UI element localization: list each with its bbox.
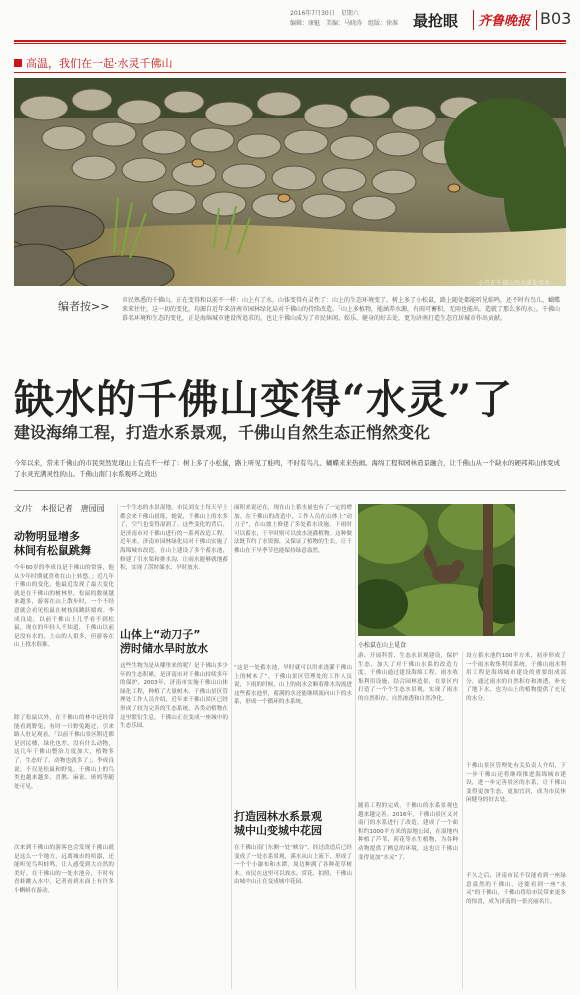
body-column-4 (358, 652, 458, 982)
subheadline: 建设海绵工程，打造水系景观，千佛山自然生态正悄然变化 (14, 423, 431, 442)
squirrel-photo-illustration (358, 504, 515, 636)
column-5-paragraph: 设立蓄水池约100平方米，初步形成了一个雨水收集利用系统。千佛山雨水利用工程是海绵城市建设的重要组成部分，通过雨水的自然积存和渗透，补充了地下水，也为山上的植物提供了充足的水分。 (466, 653, 566, 702)
lead-paragraph: 今年以来，常来千佛山的市民突然发现山上有点不一样了：树上多了小松鼠，路上听见了蛙鸣，不时有鸟儿、蝴蝶来来热闹。海绵工程和园林造景融合，让千佛山从一个缺水的硬邦邦山体变成了水灵充满灵性的山。千佛山南门水系观环之效出 (14, 459, 560, 478)
column-divider (117, 504, 118, 989)
subtitle-3-line-1: 打造园林水系景观 (234, 810, 322, 823)
subtitle-1-line-1: 动物明显增多 (14, 530, 80, 543)
red-square-icon (14, 59, 22, 67)
page-header (0, 0, 580, 40)
subtitle-2-line-1: 山体上“动刀子” (120, 628, 201, 641)
page-number: B03 (540, 9, 572, 28)
header-rule (14, 40, 566, 42)
photo-caption: 小鸟在千佛山的水溪处饮水 (478, 280, 551, 287)
header-editors: 编辑：康魁 美编：马晓涛 组版：徐准 (290, 20, 399, 27)
header-divider (473, 10, 474, 30)
header-date: 2016年7月30日 星期六 (290, 10, 359, 17)
subtitle-1-line-2: 林间有松鼠跳舞 (14, 544, 91, 557)
squirrel-photo (358, 504, 515, 636)
column-3-paragraph: 面积来说还在，现在山上蓄水量也有了一定的增加。在千佛山的改造中，工作人员在山体上“动刀子”，在山坡上修建了多处蓄水设施，下雨时可以蓄水，干旱时则可以放水浇灌植物。这种做法既节约了水资源，又保证了植物的生长，让千佛山在干旱季节也能保持绿意盎然。 (234, 505, 352, 554)
column-5-paragraph-3: 不久之后，济南市民不仅能看到一座绿意盎然的千佛山，还能看到一座“水灵”的千佛山，千佛山将给市民带来更多的惊喜，成为济南的一张亮丽名片。 (466, 873, 566, 905)
byline: 文/片 本报记者 唐园园 (14, 504, 105, 513)
column-4-paragraph-2: 随着工程的完成，千佛山的水系景观也越来越完善。2016年，千佛山景区又对南门的水系进行了改造，建成了一个面积约1000平方米的湿地公园，在湿地内种植了芦苇、荷花等水生植物，为各种动物提供了栖息的环境，这也让千佛山变得更加“水灵”了。 (358, 803, 458, 861)
column-title-rule (14, 72, 566, 73)
section-name: 最抢眼 (413, 12, 459, 30)
paper-logo: 齐鲁晚报 (478, 14, 531, 29)
headline: 缺水的千佛山变得“水灵”了 (14, 376, 514, 423)
column-2-paragraph: 一个生态的水景湿地。市民刘女士每天早上都会来千佛山晨练，她说，千佛山上的水多了，空气也变得湿润了。这些变化的背后，是济南市对千佛山进行的一系列改造工程。近年来，济南市园林绿化局对千佛山实施了海绵城市改造，在山上建设了多个蓄水池，修建了引水渠和排水沟，让雨水能够就地蓄积，实现了涝时储水、旱时放水。 (120, 505, 228, 572)
body-column-2 (120, 504, 228, 982)
column-title (14, 55, 173, 71)
column-3-paragraph-3: 在千佛山南门东侧一处“峡谷”，经过改造后已经变成了一处水系景观，溪水从山上流下，形成了一个个小瀑布和水潭，周边种满了各种花草树木。市民在这里可以戏水、赏花、拍照，千佛山由城中山正在变成城中花园。 (234, 845, 352, 886)
header-rule-thin (14, 43, 566, 44)
body-column-5 (466, 652, 566, 982)
column-divider (231, 504, 232, 989)
column-1-paragraph-3: 次来到千佛山的游客也会发现千佛山就是这么一个地方，远离城市的喧嚣，还能听见鸟叫蛙鸣，让人感受到大自然的美好。在千佛山的一处水池旁，不时有青蛙跳入水中，记者看到水面上有许多小蝌蚪在游动。 (14, 845, 114, 894)
column-5-paragraph-2: 千佛山景区管理处有关负责人介绍，下一步千佛山还将继续推进海绵城市建设，进一步完善景区的水系，让千佛山变得更加生态、更加宜居，成为市民休闲健身的好去处。 (466, 763, 566, 804)
main-photo (14, 78, 566, 286)
column-1-paragraph: 今年60岁的李成良是千佛山的常客，他从少年时期就喜欢在山上转悠。」近几年千佛山的变化，他最近发现了最大变化就是在千佛山的树林里，松鼠的数量越来越多，游客在山上散步时，一个不经意就会看见松鼠在树枝间跳跃嬉戏。李成良说，以前千佛山上几乎看不到松鼠，现在的年轻人不知道，千佛山以前是没有水的，上山的人很多，但游客在山上找水很难。 (14, 565, 114, 649)
body-column-3 (234, 504, 352, 984)
editor-note-label: 编者按>> (58, 300, 110, 313)
column-divider (355, 504, 356, 989)
column-divider (462, 652, 463, 989)
column-3-paragraph-2: “这是一处蓄水池，旱时就可以用来浇灌千佛山上的树木了”。千佛山景区管理处的工作人员说，下雨的时候，山上的雨水会顺着排水沟流进这些蓄水池里，蓄满的水还能继续流向山下的水系，形成一个循环的水系统。 (234, 665, 352, 706)
subtitle-2-line-2: 涝时储水旱时放水 (120, 642, 208, 655)
editor-note-text: 市民熟悉的千佛山，正在变得和以前不一样：山上有了水，山体变得有灵性了：山上的生态环境变了，树上多了小松鼠，路上随处都能听见蛙鸣，还不时有鸟儿、蝴蝶来来往往，这一切的变化，均源自近年来济南市园林绿化局对千佛山的持续改造。「山上多植物，能涵养水源，有雨可蓄积，无雨也能出，造就了那么多的水」。千佛山慕名环境和生态的变化，正是海绵城市建设所追求的，也让千佛山成为了市民休闲、娱乐、健身的好去处，更为济南打造生态宜居城市作出贡献。 (122, 297, 561, 322)
body-column-1 (14, 530, 114, 994)
column-1-paragraph-2: 除了松鼠以外，在千佛山的林中还经常能看到野兔，有时一只野兔跑过，引来路人驻足观看。「以前千佛山景区附近都是居民楼，绿化也差，没有什么动物，这几年千佛山整治力度加大，植物多了，生态好了，动物也就多了」，李成良说。不仅是松鼠和野兔，千佛山上的鸟类也越来越多，喜鹊、麻雀、斑鸠等随处可见。 (14, 715, 114, 790)
lead-rule (14, 490, 566, 491)
subtitle-3-line-2: 城中山变城中花园 (234, 824, 322, 837)
column-2-paragraph-2: 这些生物为是从哪里来的呢？是千佛山多少年的生态积累，是济南市对千佛山持续多年的保护，2003年，济南市实施千佛山山体绿化工程，种植了大量树木。千佛山景区管理处工作人员介绍，近年来千佛山景区已经形成了较为完善的生态系统，各类动植物在这里繁衍生息，千佛山正在变成一座城中的生态乐园。 (120, 663, 228, 730)
stream-photo-illustration (14, 78, 566, 286)
column-title-text: 高温，我们在一起·水灵千佛山 (26, 57, 173, 70)
squirrel-photo-caption: 小松鼠在山上觅食 (358, 642, 407, 649)
column-4-paragraph: 游、开展科普、生态水景观建设，保护生态，加大了对千佛山水系的改造力度。千佛山通过建设海绵工程、雨水收集利用设施，结合园林造景，在景区内打造了一个个生态水景观，实现了雨水的自然积存、自然渗透和自然净化。 (358, 653, 458, 702)
header-divider-2 (536, 10, 537, 30)
